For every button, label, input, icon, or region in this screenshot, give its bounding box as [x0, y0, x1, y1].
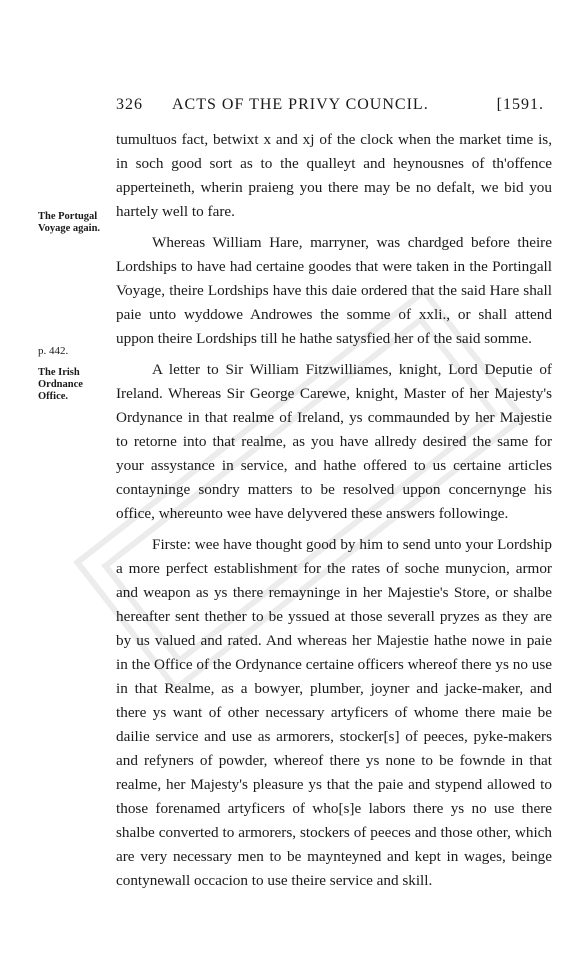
running-title: ACTS OF THE PRIVY COUNCIL. — [172, 96, 429, 113]
margin-note-line: Ordnance — [38, 379, 83, 390]
page-number: 326 — [116, 96, 143, 113]
margin-note-irish-ordnance — [38, 367, 114, 403]
paragraph-firste: Firste: wee have thought good by him to send unto your Lordship a more perfect establishment for the rates of soche munycion, armor and weapon as ys there remayninge in her Majestie's Store, or shalbe hereafter sent thether to be yssued at those severall pryzes as they are by us valued and rated. And whereas her Majestie hathe nowe in paie in the Office of the Ordynance certaine officers whereof there ys no use in that Realme, as a bowyer, plumber, joyner and jacke-maker, and there ys want of other necessary artyficers of whome there maie be dailie service and use as armorers, stocker[s] of peeces, pyke-makers and refyners of powder, whereof there ys none to be fownde in that realme, her Majesty's pleasure ys that the paie and stypend allowed to those forenamed artyficers of who[s]e labors there ys no use there shalbe converted to armorers, stockers of peeces and those other, which are very necessary men to be maynteyned and kept in wages, beinge contynewall occacion to use theire service and skill. — [116, 536, 552, 889]
margin-note-line: Voyage again. — [38, 223, 101, 234]
year-marker: [1591. — [496, 96, 544, 113]
paragraph-continuation: tumultuos fact, betwixt x and xj of the clock when the market time is, in soch good sort as to the qualleyt and heynousnes of th'offence apperteineth, wherin praieng you there may be no defalt, we bid you hartely well to fare. — [116, 131, 552, 220]
margin-note-line: p. 442. — [38, 345, 69, 357]
margin-note-line: Office. — [38, 391, 69, 402]
page-body — [116, 128, 552, 893]
margin-note-line: The Irish — [38, 367, 80, 378]
running-header — [116, 96, 546, 118]
margin-note-line: The Portugal — [38, 211, 98, 222]
paragraph-letter-fitzwilliames: A letter to Sir William Fitzwilliames, knight, Lord Deputie of Ireland. Whereas Sir George Carewe, knight, Master of her Majesty's Ordynance in that realme of Ireland, ys commaunded by her Majestie to retorne into that realme, as you have allredy desired the same for your assystance in service, and hathe offered to us certaine articles contayninge sondry matters to be resolved uppon concernynge his office, whereunto wee have delyvered these answers followinge. — [116, 361, 552, 522]
margin-page-reference — [38, 345, 114, 357]
paragraph-portugal-voyage: Whereas William Hare, marryner, was chardged before theire Lordships to have had certaine goodes that were taken in the Portingall Voyage, theire Lordships have this daie ordered that the said Hare shall paie unto wyddowe Androwes the somme of xxli., or shall attend uppon theire Lordships till he hathe satysfied her of the said somme. — [116, 234, 552, 347]
margin-note-portugal-voyage — [38, 211, 114, 235]
